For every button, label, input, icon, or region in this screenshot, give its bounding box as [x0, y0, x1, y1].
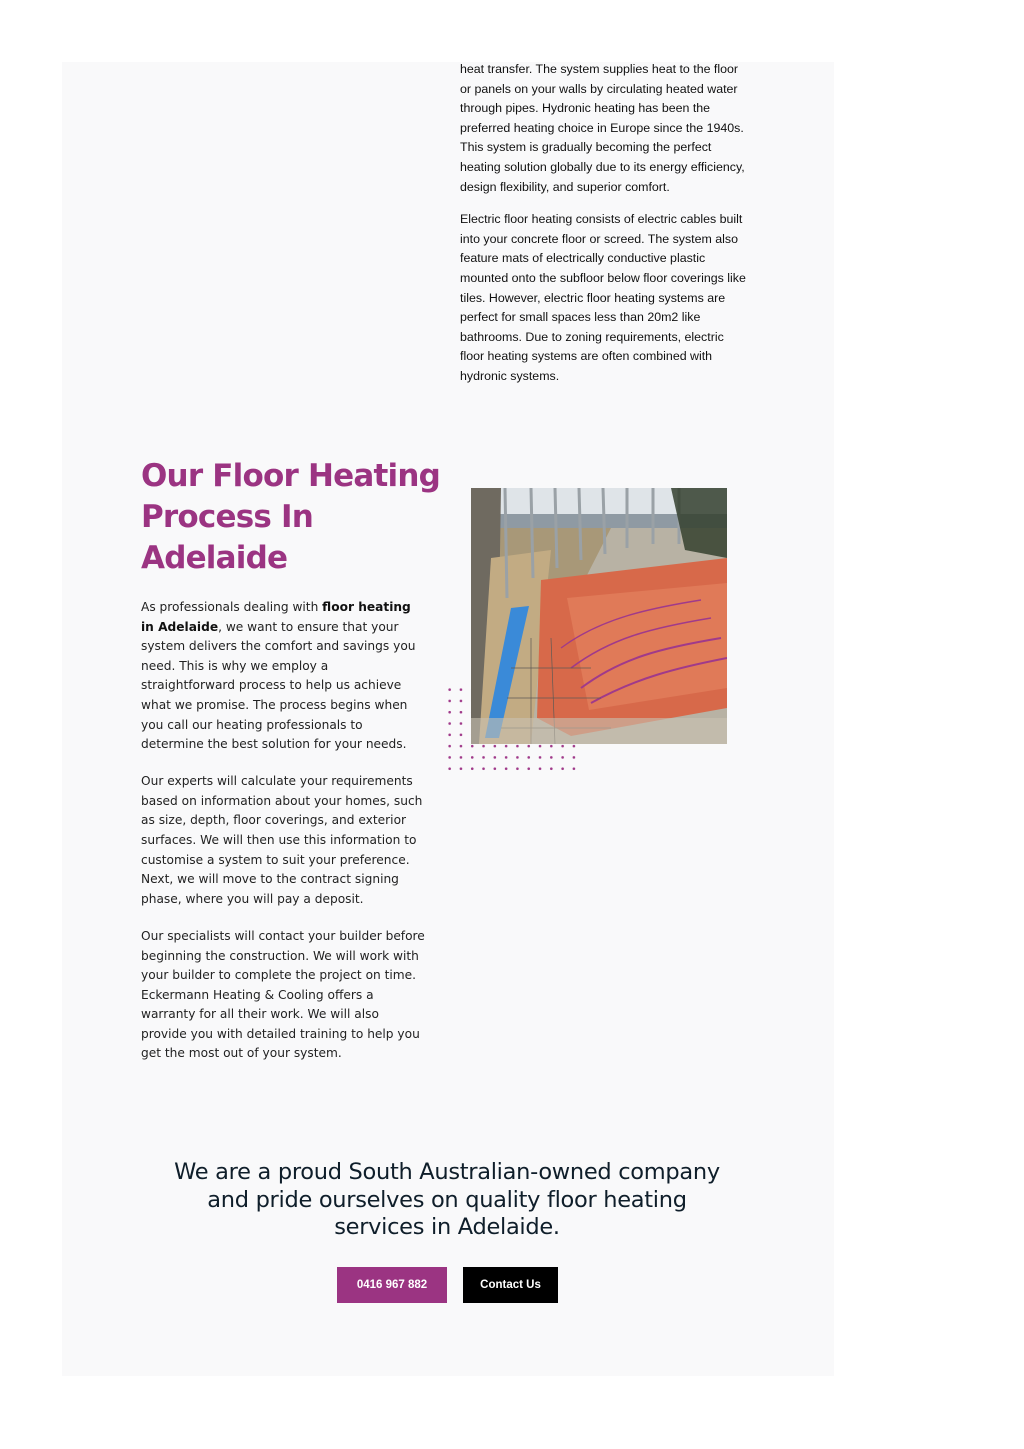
contact-us-button[interactable]: Contact Us	[463, 1267, 558, 1303]
process-p1-after: , we want to ensure that your system delivers the comfort and savings you need. This is why we employ a straightforward process to help us achieve what we promise. The process begins when you call our heating professionals to determine the best solution for your needs.	[141, 619, 416, 752]
floor-heating-installation-photo	[471, 488, 727, 744]
process-text	[141, 598, 426, 1082]
process-heading: Our Floor Heating Process In Adelaide	[141, 458, 440, 576]
electric-paragraph: Electric floor heating consists of electric cables built into your concrete floor or screed. The system also feature mats of electrically conductive plastic mounted onto the subfloor below floor coverings like tiles. However, electric floor heating systems are perfect for small spaces less than 20m2 like bathrooms. Due to zoning requirements, electric floor heating systems are often combined with hydronic systems.	[460, 212, 746, 383]
hydronic-paragraph: heat transfer. The system supplies heat to the floor or panels on your walls by circulating heated water through pipes. Hydronic heating has been the preferred heating choice in Europe since the 1940s. This system is gradually becoming the perfect heating solution globally due to its energy efficiency, design flexibility, and superior comfort.	[460, 62, 745, 194]
process-p1-before: As professionals dealing with	[141, 600, 323, 614]
cta-heading: We are a proud South Australian-owned company and pride ourselves on quality floor heating services in Adelaide.	[174, 1159, 720, 1240]
call-phone-button[interactable]: 0416 967 882	[337, 1267, 447, 1303]
process-paragraph-1	[141, 598, 426, 755]
process-p1-keyword: floor heating in Adelaide	[141, 600, 411, 634]
process-paragraph-3: Our specialists will contact your builder before beginning the construction. We will work with your builder to complete the project on time. Eckermann Heating & Cooling offers a warranty for all their work. We will also provide you with detailed training to help you get the most out of your system.	[141, 928, 425, 1061]
heating-types-text	[460, 60, 750, 400]
process-paragraph-2: Our experts will calculate your requirements based on information about your homes, such as size, depth, floor coverings, and exterior surfaces. We will then use this information to customise a system to suit your preference. Next, we will move to the contract signing phase, where you will pay a deposit.	[141, 774, 423, 906]
